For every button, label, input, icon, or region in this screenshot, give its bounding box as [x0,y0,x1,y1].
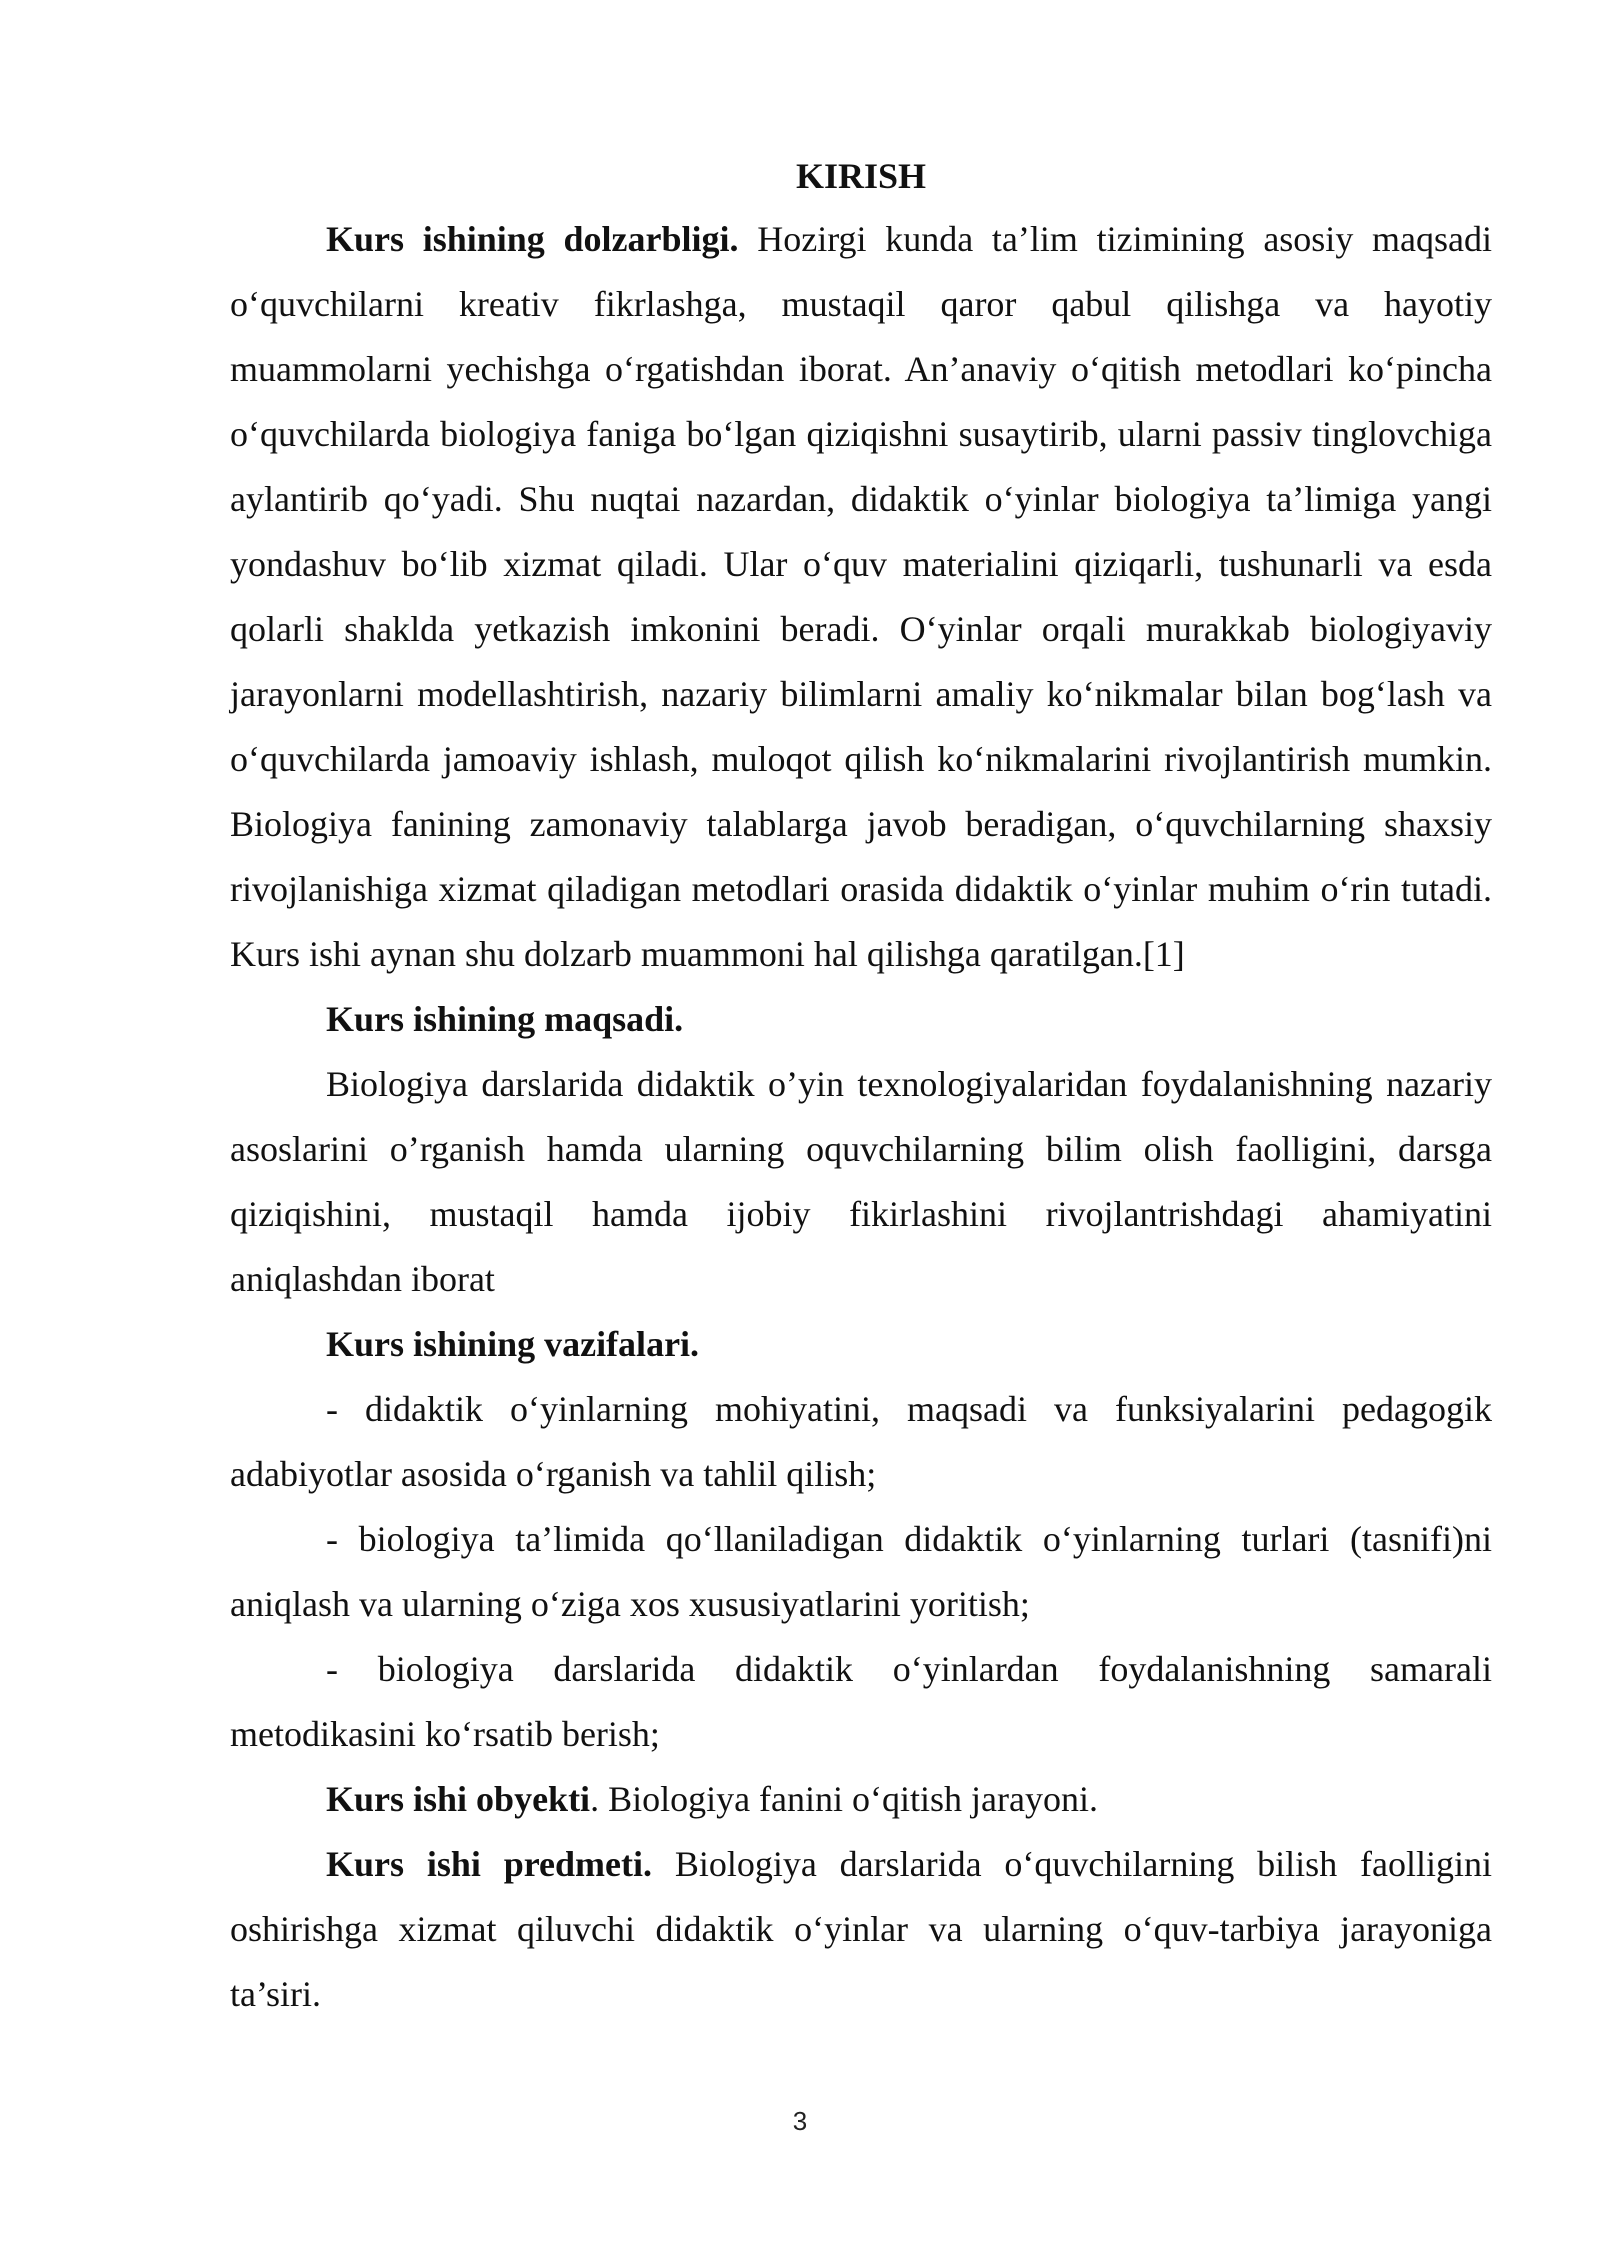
tasks-title-paragraph [230,1312,1492,1377]
object-paragraph [230,1767,1492,1832]
relevance-paragraph [230,207,1492,987]
page-content [230,145,1492,2027]
task-item-2: - biologiya ta’limida qo‘llaniladigan didaktik o‘yinlarning turlari (tasnifi)ni aniqlash va ularning o‘ziga xos xususiyatlarini yoritish; [230,1519,1492,1624]
relevance-text: Hozirgi kunda ta’lim tizimining asosiy maqsadi o‘quvchilarni kreativ fikrlashga, mustaqil qaror qabul qilishga va hayotiy muammolarni yechishga o‘rgatishdan iborat. An’anaviy o‘qitish metodlari ko‘pincha o‘quvchilarda biologiya faniga bo‘lgan qiziqishni susaytirib, ularni passiv tinglovchiga aylantirib qo‘yadi. Shu nuqtai nazardan, didaktik o‘yinlar biologiya ta’limiga yangi yondashuv bo‘lib xizmat qiladi. Ular o‘quv materialini qiziqarli, tushunarli va esda qolarli shaklda yetkazish imkonini beradi. O‘yinlar orqali murakkab biologiyaviy jarayonlarni modellashtirish, nazariy bilimlarni amaliy ko‘nikmalar bilan bog‘lash va o‘quvchilarda jamoaviy ishlash, muloqot qilish ko‘nikmalarini rivojlantirish mumkin. Biologiya fanining zamonaviy talablarga javob beradigan, o‘quvchilarning shaxsiy rivojlanishiga xizmat qiladigan metodlari orasida didaktik o‘yinlar muhim o‘rin tutadi. Kurs ishi aynan shu dolzarb muammoni hal qilishga qaratilgan.[1] [230,219,1492,974]
goal-text-paragraph: Biologiya darslarida didaktik o’yin texnologiyalaridan foydalanishning nazariy asoslarini o’rganish hamda ularning oquvchilarning bilim olish faolligini, darsga qiziqishini, mustaqil hamda ijobiy fikirlashini rivojlantrishdagi ahamiyatini aniqlashdan iborat [230,1064,1492,1299]
page-number: 3 [792,2106,808,2136]
relevance-title: Kurs ishining dolzarbligi. [326,219,739,259]
page-heading: KIRISH [795,156,927,196]
task-item-1: - didaktik o‘yinlarning mohiyatini, maqsadi va funksiyalarini pedagogik adabiyotlar asosida o‘rganish va tahlil qilish; [230,1389,1492,1494]
goal-title-paragraph [230,987,1492,1052]
object-title: Kurs ishi obyekti [326,1779,591,1819]
goal-title: Kurs ishining maqsadi. [326,999,684,1039]
subject-paragraph [230,1832,1492,2027]
task-item-3: - biologiya darslarida didaktik o‘yinlardan foydalanishning samarali metodikasini ko‘rsatib berish; [230,1649,1492,1754]
subject-text: Biologiya darslarida o‘quvchilarning bilish faolligini oshirishga xizmat qiluvchi didaktik o‘yinlar va ularning o‘quv-tarbiya jarayoniga ta’siri. [230,1844,1492,2014]
tasks-title: Kurs ishining vazifalari. [326,1324,700,1364]
subject-title: Kurs ishi predmeti. [326,1844,653,1884]
object-text: . Biologiya fanini o‘qitish jarayoni. [590,1779,1098,1819]
